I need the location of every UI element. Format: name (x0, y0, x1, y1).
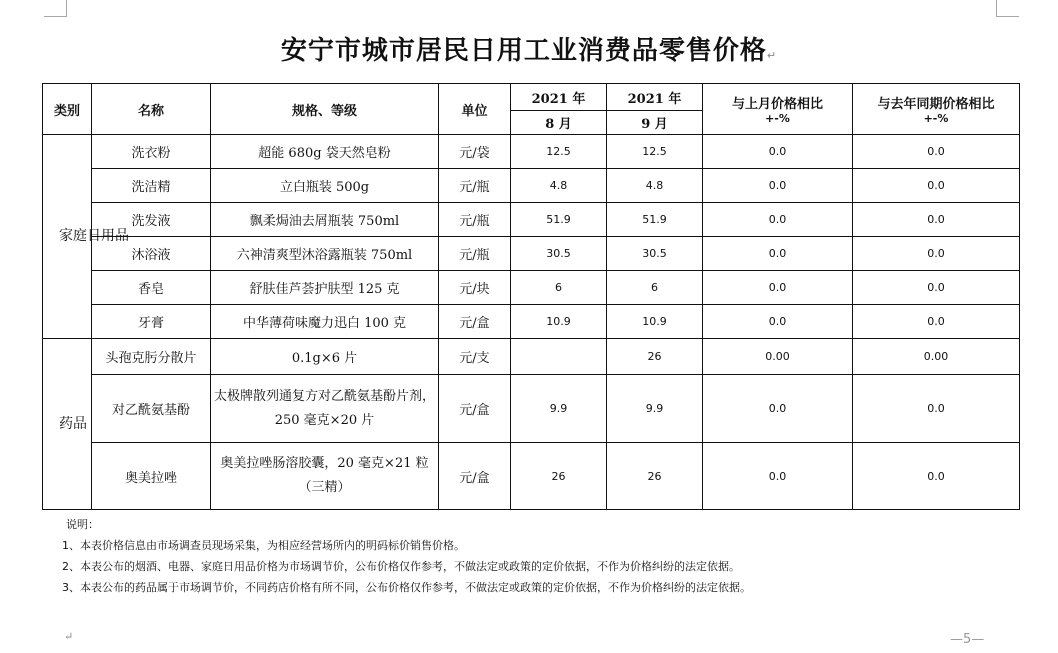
price-table (42, 83, 1020, 510)
item-unit: 元/袋 (439, 135, 511, 169)
price-aug: 6 (511, 271, 607, 305)
item-unit: 元/瓶 (439, 203, 511, 237)
change-yoy: 0.0 (853, 375, 1020, 443)
item-unit: 元/盒 (439, 375, 511, 443)
item-spec: 立白瓶装 500g (211, 169, 439, 203)
item-spec: 中华薄荷味魔力迅白 100 克 (211, 305, 439, 339)
change-mom: 0.0 (703, 135, 853, 169)
table-row (43, 443, 1020, 510)
note-item: 2、本表公布的烟酒、电器、家庭日用品价格为市场调节价，公布价格仅作参考，不做法定或政策的定价依据，不作为价格纠纷的法定依据。 (62, 560, 740, 573)
header-row (43, 84, 1020, 111)
change-mom: 0.0 (703, 203, 853, 237)
item-name: 洗衣粉 (92, 135, 211, 169)
change-mom: 0.0 (703, 443, 853, 510)
item-unit: 元/盒 (439, 305, 511, 339)
price-aug (511, 339, 607, 375)
category-label: 家庭日用品 (59, 228, 129, 244)
item-spec: 六神清爽型沐浴露瓶装 750ml (211, 237, 439, 271)
change-yoy: 0.00 (853, 339, 1020, 375)
notes-section (62, 514, 751, 598)
title-text: 安宁市城市居民日用工业消费品零售价格 (280, 36, 767, 66)
item-unit: 元/瓶 (439, 237, 511, 271)
category-cell-household (43, 135, 129, 339)
header-year-2: 2021 年 (607, 84, 703, 111)
page-number: —5— (950, 632, 985, 647)
crop-mark-top-left (44, 0, 67, 17)
price-sep: 26 (607, 443, 703, 510)
item-unit: 元/瓶 (439, 169, 511, 203)
item-name: 洗洁精 (92, 169, 211, 203)
item-name: 头孢克肟分散片 (92, 339, 211, 375)
header-year-1: 2021 年 (511, 84, 607, 111)
header-name: 名称 (92, 84, 211, 135)
item-unit: 元/支 (439, 339, 511, 375)
item-unit: 元/盒 (439, 443, 511, 510)
price-sep: 30.5 (607, 237, 703, 271)
item-unit: 元/块 (439, 271, 511, 305)
table-row (43, 169, 1020, 203)
header-yoy (853, 84, 1020, 135)
item-name: 牙膏 (92, 305, 211, 339)
price-sep: 6 (607, 271, 703, 305)
price-aug: 30.5 (511, 237, 607, 271)
note-item: 3、本表公布的药品属于市场调节价，不同药店价格有所不同，公布价格仅作参考，不做法定或政策的定价依据，不作为价格纠纷的法定依据。 (62, 581, 751, 594)
change-mom: 0.0 (703, 271, 853, 305)
page-title (0, 30, 1058, 67)
table-row (43, 375, 1020, 443)
price-aug: 10.9 (511, 305, 607, 339)
change-mom: 0.00 (703, 339, 853, 375)
table-row (43, 237, 1020, 271)
header-unit: 单位 (439, 84, 511, 135)
item-spec: 太极牌散列通复方对乙酰氨基酚片剂，250 毫克×20 片 (211, 375, 439, 443)
header-mom-label: 与上月价格相比 (731, 97, 823, 112)
header-yoy-unit: +-% (923, 112, 949, 125)
paragraph-mark: ↵ (766, 49, 778, 62)
change-mom: 0.0 (703, 305, 853, 339)
change-yoy: 0.0 (853, 237, 1020, 271)
note-item: 1、本表价格信息由市场调查员现场采集，为相应经营场所内的明码标价销售价格。 (62, 539, 465, 552)
change-yoy: 0.0 (853, 271, 1020, 305)
item-spec: 超能 680g 袋天然皂粉 (211, 135, 439, 169)
item-name: 香皂 (92, 271, 211, 305)
item-spec: 飘柔焗油去屑瓶装 750ml (211, 203, 439, 237)
change-yoy: 0.0 (853, 169, 1020, 203)
item-spec: 奥美拉唑肠溶胶囊，20 毫克×21 粒（三精） (211, 443, 439, 510)
price-sep: 12.5 (607, 135, 703, 169)
category-label: 药品 (59, 416, 87, 432)
price-aug: 4.8 (511, 169, 607, 203)
header-spec: 规格、等级 (211, 84, 439, 135)
paragraph-mark: ↵ (64, 630, 74, 643)
item-spec: 舒肤佳芦荟护肤型 125 克 (211, 271, 439, 305)
price-aug: 12.5 (511, 135, 607, 169)
table-row (43, 135, 1020, 169)
change-mom: 0.0 (703, 375, 853, 443)
table-row (43, 203, 1020, 237)
price-aug: 9.9 (511, 375, 607, 443)
change-yoy: 0.0 (853, 305, 1020, 339)
table-row (43, 339, 1020, 375)
item-name: 奥美拉唑 (92, 443, 211, 510)
item-name: 对乙酰氨基酚 (92, 375, 211, 443)
header-month-sep: 9 月 (607, 111, 703, 135)
header-mom (703, 84, 853, 135)
header-category: 类别 (43, 84, 92, 135)
change-yoy: 0.0 (853, 443, 1020, 510)
price-sep: 26 (607, 339, 703, 375)
change-mom: 0.0 (703, 237, 853, 271)
price-sep: 9.9 (607, 375, 703, 443)
table-row (43, 305, 1020, 339)
price-aug: 26 (511, 443, 607, 510)
header-yoy-label: 与去年同期价格相比 (877, 97, 995, 112)
category-cell-medicine (43, 339, 92, 510)
price-sep: 10.9 (607, 305, 703, 339)
notes-heading: 说明： (66, 518, 99, 531)
item-name: 洗发液 (92, 203, 211, 237)
price-sep: 51.9 (607, 203, 703, 237)
change-mom: 0.0 (703, 169, 853, 203)
item-name: 沐浴液 (92, 237, 211, 271)
header-mom-unit: +-% (765, 112, 790, 125)
crop-mark-top-right (996, 0, 1019, 17)
change-yoy: 0.0 (853, 135, 1020, 169)
header-month-aug: 8 月 (511, 111, 607, 135)
table-row (43, 271, 1020, 305)
item-spec: 0.1g×6 片 (211, 339, 439, 375)
change-yoy: 0.0 (853, 203, 1020, 237)
price-sep: 4.8 (607, 169, 703, 203)
price-aug: 51.9 (511, 203, 607, 237)
